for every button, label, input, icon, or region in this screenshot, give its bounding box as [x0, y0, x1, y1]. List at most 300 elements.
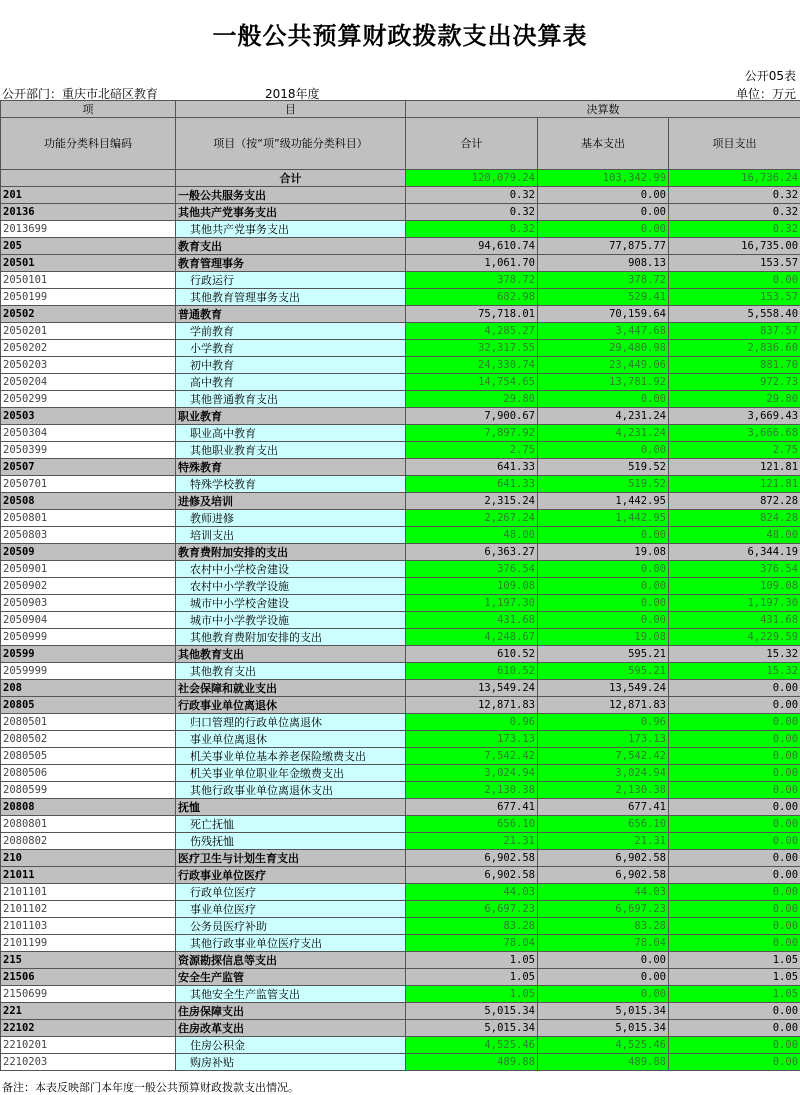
row-project: 0.00: [669, 850, 800, 867]
row-name: 机关事业单位基本养老保险缴费支出: [176, 748, 406, 765]
row-basic: 0.00: [538, 187, 669, 204]
row-project: 3,669.43: [669, 408, 800, 425]
row-total: 44.03: [406, 884, 538, 901]
row-total: 1.05: [406, 986, 538, 1003]
table-row: [1, 646, 800, 663]
row-project: 0.00: [669, 1037, 800, 1054]
row-code: 221: [1, 1003, 176, 1020]
row-name: 公务员医疗补助: [176, 918, 406, 935]
row-basic: 21.31: [538, 833, 669, 850]
row-project: 0.00: [669, 833, 800, 850]
row-name: 其他普通教育支出: [176, 391, 406, 408]
row-basic: 5,015.34: [538, 1003, 669, 1020]
table-row: [1, 1003, 800, 1020]
row-basic: 1,442.95: [538, 510, 669, 527]
table-row: [1, 493, 800, 510]
row-basic: 1,442.95: [538, 493, 669, 510]
row-total: 109.08: [406, 578, 538, 595]
header-group-final: 决算数: [406, 101, 800, 118]
row-project: 15.32: [669, 646, 800, 663]
row-code: 2101102: [1, 901, 176, 918]
row-code: 2050203: [1, 357, 176, 374]
row-basic: 0.96: [538, 714, 669, 731]
row-project: 48.00: [669, 527, 800, 544]
header-group-item-a: 项: [1, 101, 176, 118]
row-project: 109.08: [669, 578, 800, 595]
row-code: 20805: [1, 697, 176, 714]
row-basic: 4,231.24: [538, 408, 669, 425]
row-project: 0.00: [669, 867, 800, 884]
row-total: 6,902.58: [406, 850, 538, 867]
row-project: 0.00: [669, 782, 800, 799]
row-project: 153.57: [669, 289, 800, 306]
row-project: 0.00: [669, 1003, 800, 1020]
table-row: [1, 391, 800, 408]
row-code: 2080801: [1, 816, 176, 833]
row-project: 16,735.00: [669, 238, 800, 255]
row-code: 2101101: [1, 884, 176, 901]
row-code: 20508: [1, 493, 176, 510]
row-basic: 378.72: [538, 272, 669, 289]
total-sum: 120,079.24: [406, 170, 538, 187]
row-basic: 0.00: [538, 969, 669, 986]
table-row: [1, 459, 800, 476]
row-total: 2,267.24: [406, 510, 538, 527]
row-code: 2050399: [1, 442, 176, 459]
row-project: 1.05: [669, 986, 800, 1003]
row-total: 94,610.74: [406, 238, 538, 255]
row-code: 2050999: [1, 629, 176, 646]
header-group-item-b: 目: [176, 101, 406, 118]
row-basic: 44.03: [538, 884, 669, 901]
row-code: 2080502: [1, 731, 176, 748]
row-basic: 77,875.77: [538, 238, 669, 255]
row-project: 0.00: [669, 884, 800, 901]
row-total: 4,285.27: [406, 323, 538, 340]
row-project: 0.00: [669, 272, 800, 289]
table-row: [1, 357, 800, 374]
row-code: 2210203: [1, 1054, 176, 1071]
table-row: [1, 561, 800, 578]
table-row: [1, 255, 800, 272]
row-name: 教育支出: [176, 238, 406, 255]
row-name: 农村中小学校舍建设: [176, 561, 406, 578]
row-basic: 656.10: [538, 816, 669, 833]
row-name: 其他教育支出: [176, 646, 406, 663]
table-row: [1, 663, 800, 680]
row-code: 2080506: [1, 765, 176, 782]
table-row: [1, 578, 800, 595]
row-project: 6,344.19: [669, 544, 800, 561]
row-name: 培训支出: [176, 527, 406, 544]
row-code: 21011: [1, 867, 176, 884]
row-project: 121.81: [669, 476, 800, 493]
row-project: 15.32: [669, 663, 800, 680]
row-total: 6,363.27: [406, 544, 538, 561]
table-row: [1, 969, 800, 986]
row-total: 4,525.46: [406, 1037, 538, 1054]
row-name: 职业教育: [176, 408, 406, 425]
row-basic: 595.21: [538, 663, 669, 680]
row-basic: 7,542.42: [538, 748, 669, 765]
row-code: 2080599: [1, 782, 176, 799]
row-code: 20509: [1, 544, 176, 561]
row-name: 职业高中教育: [176, 425, 406, 442]
row-basic: 0.00: [538, 612, 669, 629]
row-code: 2050701: [1, 476, 176, 493]
row-total: 677.41: [406, 799, 538, 816]
row-project: 0.32: [669, 187, 800, 204]
row-name: 城市中小学校舍建设: [176, 595, 406, 612]
row-code: 20503: [1, 408, 176, 425]
row-code: 2050901: [1, 561, 176, 578]
row-total: 2,130.38: [406, 782, 538, 799]
row-total: 24,330.74: [406, 357, 538, 374]
table-row: [1, 714, 800, 731]
row-basic: 23,449.06: [538, 357, 669, 374]
row-project: 376.54: [669, 561, 800, 578]
row-code: 20507: [1, 459, 176, 476]
table-row: [1, 442, 800, 459]
table-row: [1, 1037, 800, 1054]
row-total: 6,697.23: [406, 901, 538, 918]
row-project: 2.75: [669, 442, 800, 459]
row-code: 2050199: [1, 289, 176, 306]
row-basic: 70,159.64: [538, 306, 669, 323]
row-code: 2101199: [1, 935, 176, 952]
row-total: 48.00: [406, 527, 538, 544]
row-project: 972.73: [669, 374, 800, 391]
table-row: [1, 272, 800, 289]
row-code: 2050903: [1, 595, 176, 612]
table-row: [1, 850, 800, 867]
row-basic: 6,902.58: [538, 867, 669, 884]
row-basic: 19.08: [538, 544, 669, 561]
row-code: 208: [1, 680, 176, 697]
row-total: 1,061.70: [406, 255, 538, 272]
row-project: 5,558.40: [669, 306, 800, 323]
row-name: 机关事业单位职业年金缴费支出: [176, 765, 406, 782]
row-name: 教育管理事务: [176, 255, 406, 272]
table-row: [1, 629, 800, 646]
table-row: [1, 731, 800, 748]
row-name: 高中教育: [176, 374, 406, 391]
row-name: 安全生产监管: [176, 969, 406, 986]
row-name: 其他共产党事务支出: [176, 204, 406, 221]
row-name: 小学教育: [176, 340, 406, 357]
row-basic: 6,697.23: [538, 901, 669, 918]
row-name: 购房补贴: [176, 1054, 406, 1071]
row-basic: 529.41: [538, 289, 669, 306]
row-code: 21506: [1, 969, 176, 986]
row-code: 20502: [1, 306, 176, 323]
row-total: 656.10: [406, 816, 538, 833]
row-code: 20808: [1, 799, 176, 816]
row-project: 1.05: [669, 969, 800, 986]
row-total: 4,248.67: [406, 629, 538, 646]
total-label: 合计: [176, 170, 406, 187]
row-name: 住房公积金: [176, 1037, 406, 1054]
table-row: [1, 918, 800, 935]
table-row: [1, 680, 800, 697]
row-project: 0.00: [669, 918, 800, 935]
row-total: 75,718.01: [406, 306, 538, 323]
row-basic: 519.52: [538, 459, 669, 476]
row-name: 教师进修: [176, 510, 406, 527]
row-total: 32,317.55: [406, 340, 538, 357]
row-project: 0.32: [669, 204, 800, 221]
table-row: [1, 408, 800, 425]
row-code: 20136: [1, 204, 176, 221]
row-project: 0.00: [669, 731, 800, 748]
row-total: 14,754.65: [406, 374, 538, 391]
table-row: [1, 374, 800, 391]
row-basic: 2,130.38: [538, 782, 669, 799]
row-name: 特殊教育: [176, 459, 406, 476]
expenditure-table: [0, 100, 800, 1071]
row-basic: 13,549.24: [538, 680, 669, 697]
row-project: 872.28: [669, 493, 800, 510]
table-row: [1, 221, 800, 238]
row-basic: 3,447.68: [538, 323, 669, 340]
table-row: [1, 289, 800, 306]
row-code: 205: [1, 238, 176, 255]
row-name: 归口管理的行政单位离退休: [176, 714, 406, 731]
row-name: 社会保障和就业支出: [176, 680, 406, 697]
row-code: 2050902: [1, 578, 176, 595]
table-row: [1, 340, 800, 357]
row-total: 0.32: [406, 187, 538, 204]
row-total: 12,871.83: [406, 697, 538, 714]
row-code: 2013699: [1, 221, 176, 238]
row-name: 伤残抚恤: [176, 833, 406, 850]
row-basic: 0.00: [538, 442, 669, 459]
row-code: 210: [1, 850, 176, 867]
table-row: [1, 765, 800, 782]
table-row: [1, 595, 800, 612]
row-name: 死亡抚恤: [176, 816, 406, 833]
header-project: 项目支出: [669, 118, 800, 170]
row-total: 0.32: [406, 221, 538, 238]
row-project: 153.57: [669, 255, 800, 272]
row-name: 农村中小学教学设施: [176, 578, 406, 595]
row-name: 行政单位医疗: [176, 884, 406, 901]
row-name: 一般公共服务支出: [176, 187, 406, 204]
table-row: [1, 204, 800, 221]
row-code: 22102: [1, 1020, 176, 1037]
row-total: 5,015.34: [406, 1003, 538, 1020]
row-name: 学前教育: [176, 323, 406, 340]
row-total: 610.52: [406, 646, 538, 663]
row-project: 1,197.30: [669, 595, 800, 612]
row-code: 201: [1, 187, 176, 204]
row-project: 0.00: [669, 816, 800, 833]
row-basic: 908.13: [538, 255, 669, 272]
row-project: 4,229.59: [669, 629, 800, 646]
row-code: 2050101: [1, 272, 176, 289]
row-basic: 4,525.46: [538, 1037, 669, 1054]
table-row: [1, 1054, 800, 1071]
row-total: 29.80: [406, 391, 538, 408]
row-basic: 0.00: [538, 204, 669, 221]
department-label: 公开部门：重庆市北碚区教育: [2, 87, 159, 101]
row-total: 7,897.92: [406, 425, 538, 442]
row-project: 0.00: [669, 935, 800, 952]
row-project: 0.00: [669, 799, 800, 816]
row-name: 行政事业单位医疗: [176, 867, 406, 884]
row-basic: 677.41: [538, 799, 669, 816]
row-code: 2101103: [1, 918, 176, 935]
row-project: 0.00: [669, 714, 800, 731]
row-project: 0.00: [669, 680, 800, 697]
row-project: 29.80: [669, 391, 800, 408]
row-basic: 0.00: [538, 561, 669, 578]
row-basic: 5,015.34: [538, 1020, 669, 1037]
row-basic: 29,480.98: [538, 340, 669, 357]
header-basic: 基本支出: [538, 118, 669, 170]
row-code: 2059999: [1, 663, 176, 680]
row-total: 431.68: [406, 612, 538, 629]
row-basic: 0.00: [538, 595, 669, 612]
row-basic: 489.88: [538, 1054, 669, 1071]
table-row: [1, 697, 800, 714]
row-total: 489.88: [406, 1054, 538, 1071]
row-name: 特殊学校教育: [176, 476, 406, 493]
row-basic: 78.04: [538, 935, 669, 952]
total-project: 16,736.24: [669, 170, 800, 187]
row-total: 6,902.58: [406, 867, 538, 884]
row-project: 0.00: [669, 1054, 800, 1071]
row-name: 城市中小学教学设施: [176, 612, 406, 629]
row-code: 20501: [1, 255, 176, 272]
table-row: [1, 425, 800, 442]
row-basic: 19.08: [538, 629, 669, 646]
row-name: 抚恤: [176, 799, 406, 816]
row-total: 2,315.24: [406, 493, 538, 510]
table-row: [1, 527, 800, 544]
row-total: 641.33: [406, 476, 538, 493]
row-project: 824.28: [669, 510, 800, 527]
row-basic: 83.28: [538, 918, 669, 935]
row-code: 2050904: [1, 612, 176, 629]
row-total: 1.05: [406, 969, 538, 986]
table-row: [1, 952, 800, 969]
header-item: 项目（按“项”级功能分类科目）: [176, 118, 406, 170]
row-total: 13,549.24: [406, 680, 538, 697]
header-code: 功能分类科目编码: [1, 118, 176, 170]
report-code: 公开05表: [744, 69, 796, 83]
row-code: 2080505: [1, 748, 176, 765]
row-basic: 519.52: [538, 476, 669, 493]
row-project: 0.00: [669, 765, 800, 782]
row-code: 2050304: [1, 425, 176, 442]
row-total: 610.52: [406, 663, 538, 680]
table-row: [1, 476, 800, 493]
row-basic: 0.00: [538, 986, 669, 1003]
row-name: 其他教育费附加安排的支出: [176, 629, 406, 646]
row-name: 其他行政事业单位医疗支出: [176, 935, 406, 952]
row-name: 初中教育: [176, 357, 406, 374]
table-row: [1, 544, 800, 561]
row-total: 3,024.94: [406, 765, 538, 782]
table-row: [1, 612, 800, 629]
row-project: 121.81: [669, 459, 800, 476]
table-row: [1, 867, 800, 884]
row-total: 21.31: [406, 833, 538, 850]
table-row: [1, 748, 800, 765]
table-row: [1, 187, 800, 204]
row-name: 事业单位医疗: [176, 901, 406, 918]
row-project: 0.00: [669, 697, 800, 714]
row-total: 2.75: [406, 442, 538, 459]
row-basic: 0.00: [538, 527, 669, 544]
row-total: 641.33: [406, 459, 538, 476]
row-project: 431.68: [669, 612, 800, 629]
table-row: [1, 799, 800, 816]
row-basic: 0.00: [538, 578, 669, 595]
row-code: 2050801: [1, 510, 176, 527]
row-project: 3,666.68: [669, 425, 800, 442]
row-name: 其他行政事业单位离退休支出: [176, 782, 406, 799]
table-row: [1, 901, 800, 918]
row-code: 20599: [1, 646, 176, 663]
row-code: 2080802: [1, 833, 176, 850]
row-name: 医疗卫生与计划生育支出: [176, 850, 406, 867]
row-name: 住房改革支出: [176, 1020, 406, 1037]
row-basic: 0.00: [538, 952, 669, 969]
table-row: [1, 884, 800, 901]
fiscal-year: 2018年度: [265, 87, 320, 101]
row-project: 1.05: [669, 952, 800, 969]
row-total: 376.54: [406, 561, 538, 578]
row-basic: 12,871.83: [538, 697, 669, 714]
total-row: [1, 170, 800, 187]
row-code: 2050803: [1, 527, 176, 544]
row-name: 其他共产党事务支出: [176, 221, 406, 238]
table-row: [1, 1020, 800, 1037]
row-name: 其他教育支出: [176, 663, 406, 680]
row-total: 78.04: [406, 935, 538, 952]
row-name: 住房保障支出: [176, 1003, 406, 1020]
row-name: 行政事业单位离退休: [176, 697, 406, 714]
table-row: [1, 833, 800, 850]
unit-label: 单位：万元: [735, 87, 796, 101]
row-basic: 3,024.94: [538, 765, 669, 782]
row-total: 83.28: [406, 918, 538, 935]
row-project: 0.00: [669, 748, 800, 765]
row-code: 2050202: [1, 340, 176, 357]
row-name: 其他职业教育支出: [176, 442, 406, 459]
row-basic: 595.21: [538, 646, 669, 663]
row-project: 0.32: [669, 221, 800, 238]
row-code: 2050299: [1, 391, 176, 408]
row-total: 682.98: [406, 289, 538, 306]
row-code: 2210201: [1, 1037, 176, 1054]
table-row: [1, 986, 800, 1003]
row-basic: 4,231.24: [538, 425, 669, 442]
row-name: 其他教育管理事务支出: [176, 289, 406, 306]
row-project: 0.00: [669, 1020, 800, 1037]
row-total: 0.32: [406, 204, 538, 221]
table-row: [1, 510, 800, 527]
table-row: [1, 306, 800, 323]
row-project: 881.70: [669, 357, 800, 374]
row-basic: 173.13: [538, 731, 669, 748]
table-row: [1, 323, 800, 340]
row-name: 普通教育: [176, 306, 406, 323]
row-total: 5,015.34: [406, 1020, 538, 1037]
table-row: [1, 935, 800, 952]
